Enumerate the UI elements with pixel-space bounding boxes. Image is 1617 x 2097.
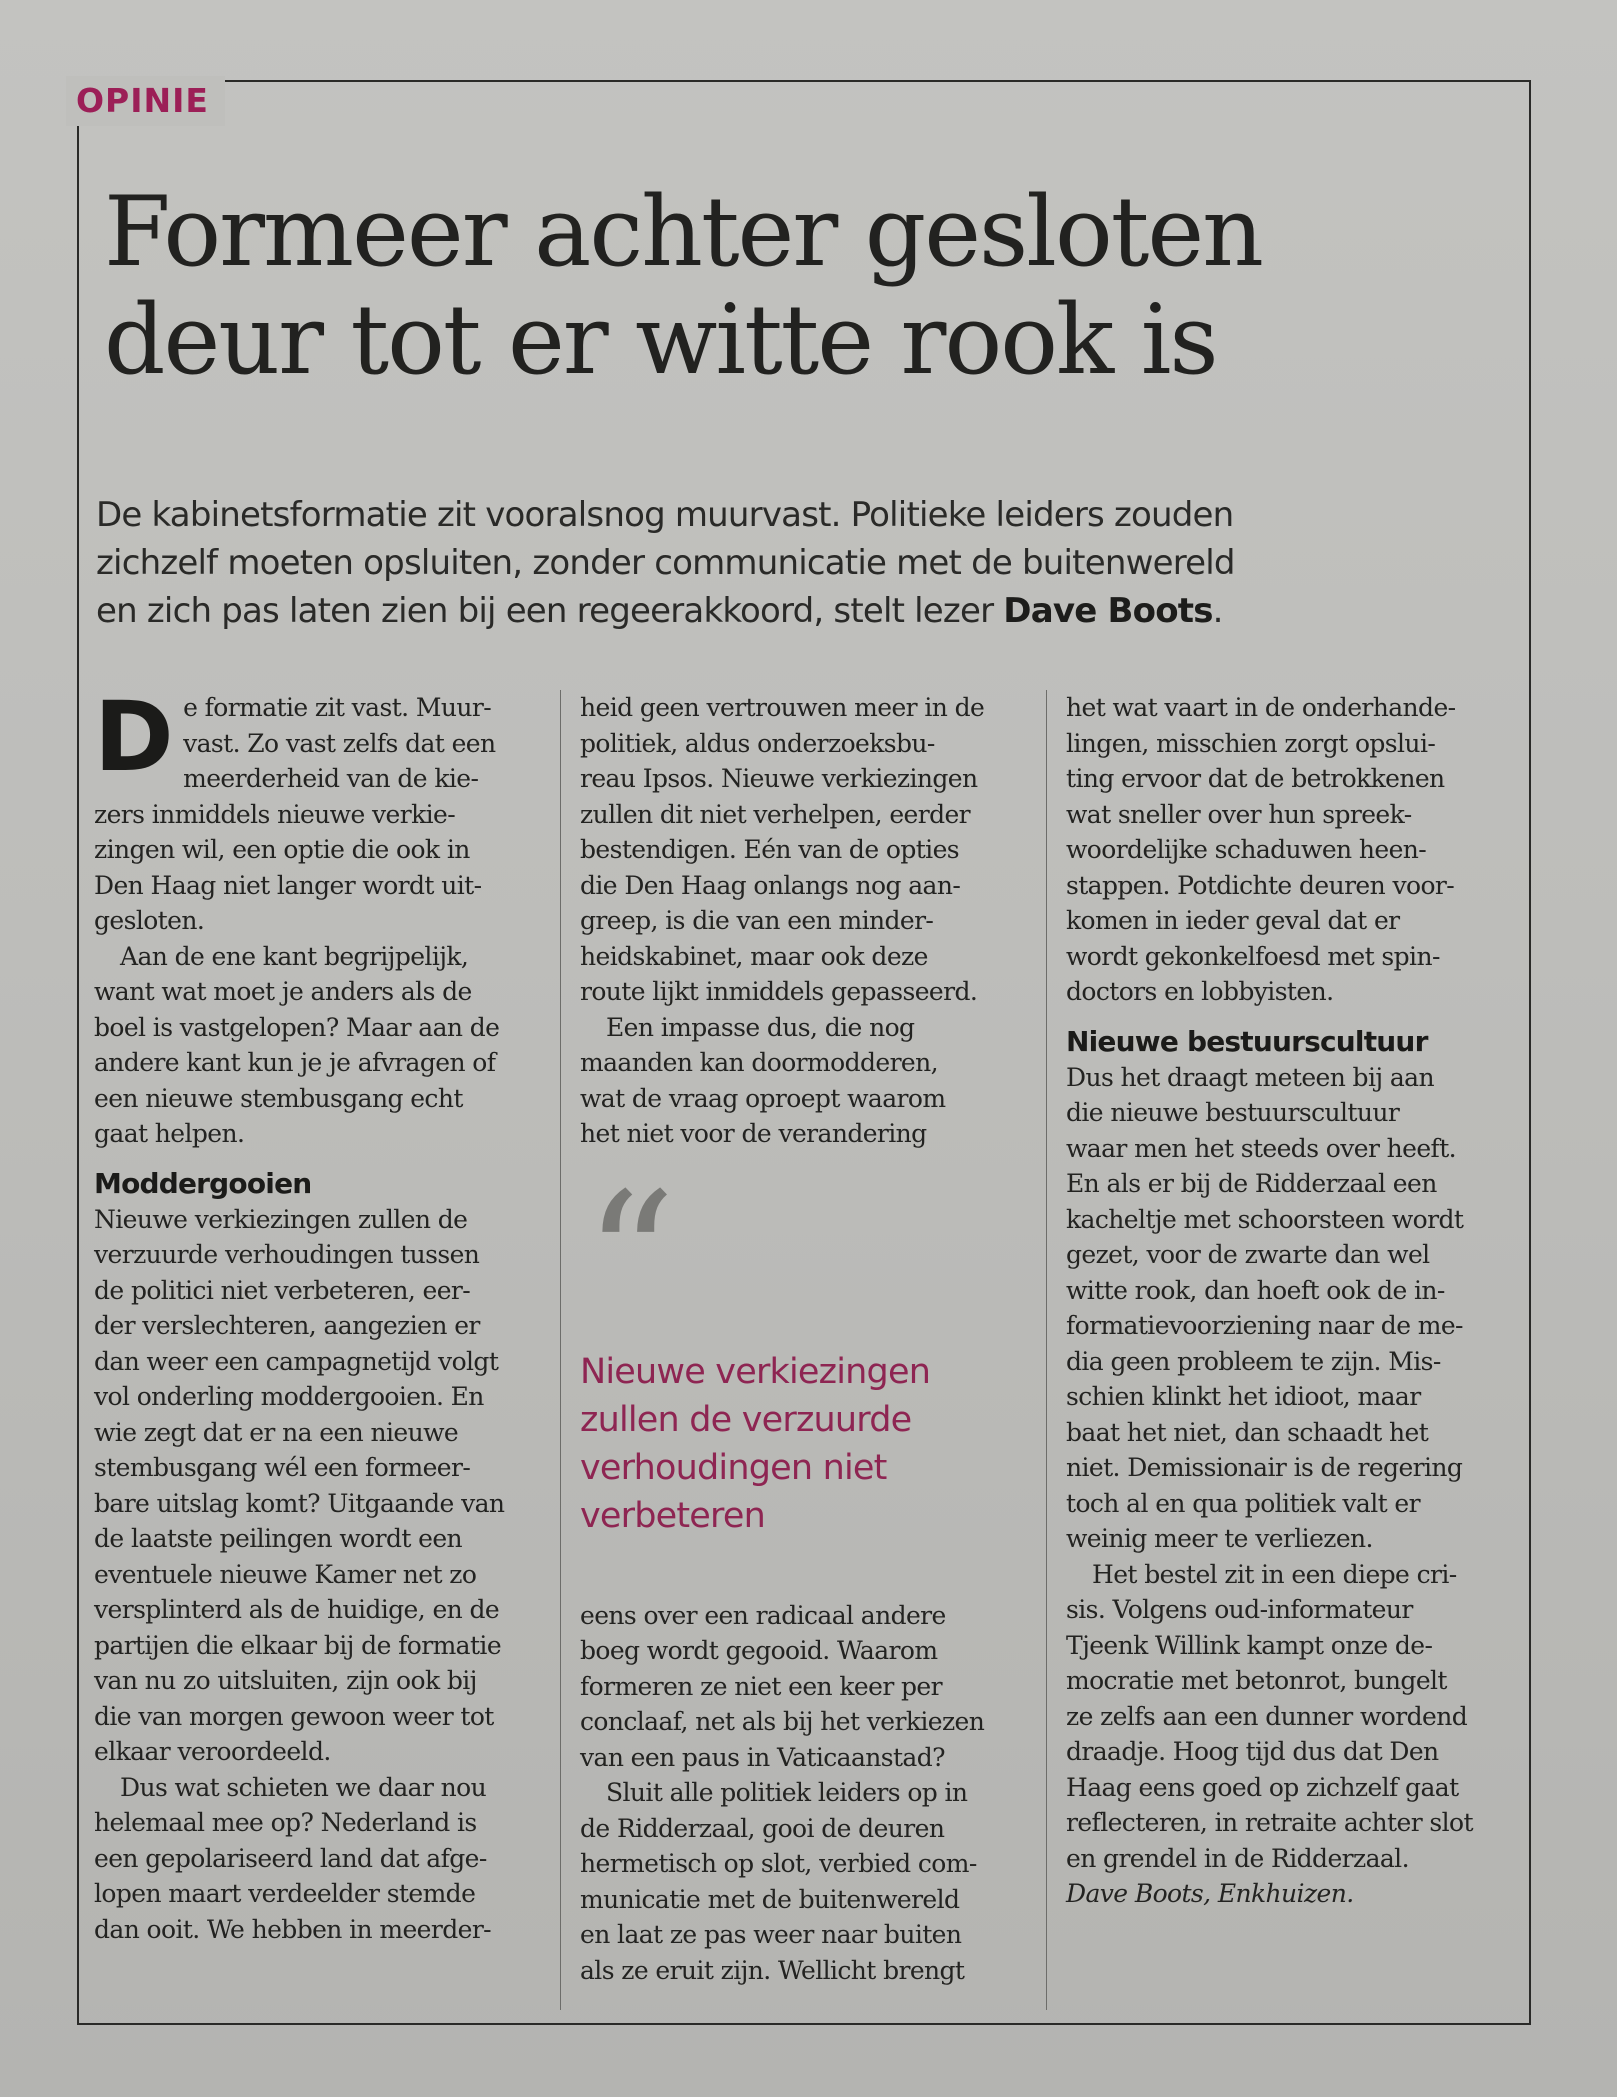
- text-line: Nieuwe verkiezingen zullen de: [94, 1204, 468, 1234]
- section-tag: OPINIE: [66, 76, 225, 126]
- text-line: eventuele nieuwe Kamer net zo: [94, 1559, 477, 1589]
- lead-end: .: [1212, 591, 1223, 631]
- text-line: de politici niet verbeteren, eer-: [94, 1275, 471, 1305]
- text-line: verhoudingen niet: [580, 1447, 887, 1488]
- text-line: Den Haag niet langer wordt uit-: [94, 870, 482, 900]
- column-2: [580, 690, 1008, 2010]
- headline-line-2: deur tot er witte rook is: [104, 284, 1217, 396]
- text-line: heid geen vertrouwen meer in de: [580, 693, 985, 722]
- text-line: Dus wat schieten we daar nou: [120, 1772, 487, 1802]
- text-line: de laatste peilingen wordt een: [94, 1524, 463, 1553]
- text-line: stappen. Potdichte deuren voor-: [1066, 870, 1455, 900]
- text-line: woordelijke schaduwen heen-: [1066, 835, 1427, 864]
- paragraph-1: [94, 681, 522, 939]
- paragraph-2: [94, 939, 522, 1152]
- column-divider-2: [1046, 690, 1047, 2010]
- text-line: baat het niet, dan schaadt het: [1066, 1417, 1429, 1447]
- text-line: partijen die elkaar bij de formatie: [94, 1630, 502, 1660]
- text-line: boeg wordt gegooid. Waarom: [580, 1636, 938, 1665]
- paragraph-7: [580, 1598, 1008, 1776]
- text-line: elkaar veroordeeld.: [94, 1737, 331, 1766]
- text-line: een nieuwe stembusgang echt: [94, 1083, 463, 1113]
- paragraph-11: [1066, 1557, 1494, 1877]
- subheading-nieuwe-bestuurscultuur: Nieuwe bestuurscultuur: [1066, 1024, 1428, 1058]
- text-line: komen in ieder geval dat er: [1066, 906, 1400, 935]
- text-line: en grendel in de Ridderzaal.: [1066, 1843, 1409, 1873]
- text-line: en laat ze pas weer naar buiten: [580, 1920, 962, 1949]
- subheading-moddergooien: Moddergooien: [94, 1166, 312, 1200]
- lead-line-1: De kabinetsformatie zit vooralsnog muurvast. Politieke leiders zouden: [96, 495, 1234, 535]
- text-line: Haag eens goed op zichzelf gaat: [1066, 1772, 1459, 1802]
- text-line: zingen wil, een optie die ook in: [94, 835, 470, 864]
- text-line: formatievoorziening naar de me-: [1066, 1311, 1463, 1340]
- text-line: die nieuwe bestuurscultuur: [1066, 1098, 1400, 1127]
- text-line: de Ridderzaal, gooi de deuren: [580, 1813, 945, 1843]
- paragraph-4: [94, 1770, 522, 1948]
- text-line: zullen de verzuurde: [580, 1399, 912, 1440]
- text-line: weinig meer te verliezen.: [1066, 1524, 1373, 1553]
- text-line: boel is vastgelopen? Maar aan de: [94, 1012, 500, 1042]
- text-line: bare uitslag komt? Uitgaande van: [94, 1488, 505, 1518]
- text-line: Een impasse dus, die nog: [606, 1012, 915, 1042]
- text-line: politiek, aldus onderzoeksbu-: [580, 728, 935, 758]
- text-line: wie zegt dat er na een nieuwe: [94, 1417, 459, 1447]
- text-line: heidskabinet, maar ook deze: [580, 941, 928, 971]
- text-line: municatie met de buitenwereld: [580, 1884, 960, 1914]
- text-line: mocratie met betonrot, bungelt: [1066, 1666, 1447, 1695]
- text-line: lingen, misschien zorgt opslui-: [1066, 728, 1436, 758]
- text-line: die Den Haag onlangs nog aan-: [580, 870, 961, 900]
- text-line: als ze eruit zijn. Wellicht brengt: [580, 1955, 965, 1985]
- lead-line-3: en zich pas laten zien bij een regeerakkoord, stelt lezer: [96, 591, 994, 631]
- text-line: greep, is die van een minder-: [580, 906, 934, 935]
- paragraph-5: [580, 690, 1008, 1010]
- text-line: witte rook, dan hoeft ook de in-: [1066, 1275, 1445, 1305]
- text-line: van een paus in Vaticaanstad?: [580, 1742, 945, 1772]
- text-line: waar men het steeds over heeft.: [1066, 1133, 1456, 1163]
- lead-paragraph: [96, 491, 1516, 635]
- text-line: Dus het draagt meteen bij aan: [1066, 1062, 1434, 1092]
- text-line: stembusgang wél een formeer-: [94, 1453, 471, 1482]
- text-line: gaat helpen.: [94, 1119, 245, 1148]
- headline: [104, 178, 1524, 394]
- text-line: niet. Demissionair is de regering: [1066, 1453, 1463, 1482]
- text-line: formeren ze niet een keer per: [580, 1671, 942, 1701]
- text-line: ting ervoor dat de betrokkenen: [1066, 764, 1445, 793]
- text-line: e formatie zit vast. Muur-: [183, 693, 492, 722]
- text-line: ze zelfs aan een dunner wordend: [1066, 1701, 1468, 1731]
- text-line: eens over een radicaal andere: [580, 1600, 946, 1630]
- text-line: het wat vaart in de onderhande-: [1066, 693, 1456, 722]
- text-line: Aan de ene kant begrijpelijk,: [120, 941, 469, 971]
- text-line: zers inmiddels nieuwe verkie-: [94, 799, 456, 829]
- text-line: conclaaf, net als bij het verkiezen: [580, 1707, 985, 1736]
- text-line: dia geen probleem te zijn. Mis-: [1066, 1346, 1441, 1376]
- text-line: gezet, voor de zwarte dan wel: [1066, 1240, 1430, 1269]
- text-line: sis. Volgens oud-informateur: [1066, 1595, 1413, 1624]
- text-line: gesloten.: [94, 906, 205, 935]
- text-line: der verslechteren, aangezien er: [94, 1311, 480, 1340]
- paragraph-9: [1066, 690, 1494, 1010]
- text-line: Sluit alle politiek leiders op in: [606, 1778, 968, 1807]
- text-line: helemaal mee op? Nederland is: [94, 1808, 477, 1837]
- text-line: kacheltje met schoorsteen wordt: [1066, 1204, 1464, 1234]
- text-line: wordt gekonkelfoesd met spin-: [1066, 941, 1440, 971]
- text-line: wat sneller over hun spreek-: [1066, 799, 1412, 829]
- drop-cap: D: [94, 681, 174, 793]
- paragraph-6: [580, 1010, 1008, 1152]
- column-3: [1066, 690, 1494, 2010]
- lead-author: Dave Boots: [1003, 591, 1213, 631]
- signature: Dave Boots, Enkhuizen.: [1066, 1879, 1354, 1908]
- text-line: Het bestel zit in een diepe cri-: [1092, 1559, 1457, 1589]
- text-line: dan ooit. We hebben in meerder-: [94, 1914, 492, 1944]
- text-line: maanden kan doormodderen,: [580, 1048, 938, 1077]
- text-line: zullen dit niet verhelpen, eerder: [580, 799, 971, 829]
- column-divider-1: [560, 690, 561, 2010]
- text-line: wat de vraag oproept waarom: [580, 1083, 946, 1113]
- paragraph-8: [580, 1775, 1008, 1988]
- text-line: reflecteren, in retraite achter slot: [1066, 1808, 1473, 1837]
- pull-quote: [580, 1348, 1008, 1540]
- text-line: vol onderling moddergooien. En: [94, 1382, 484, 1411]
- column-1: [94, 681, 522, 2010]
- text-line: En als er bij de Ridderzaal een: [1066, 1169, 1437, 1198]
- paragraph-3: [94, 1202, 522, 1770]
- text-line: toch al en qua politiek valt er: [1066, 1488, 1420, 1518]
- text-line: route lijkt inmiddels gepasseerd.: [580, 977, 978, 1006]
- text-line: hermetisch op slot, verbied com-: [580, 1849, 977, 1878]
- text-line: dan weer een campagnetijd volgt: [94, 1346, 499, 1376]
- text-line: meerderheid van de kie-: [183, 764, 479, 793]
- text-line: draadje. Hoog tijd dus dat Den: [1066, 1737, 1439, 1766]
- text-line: Nieuwe verkiezingen: [580, 1351, 931, 1392]
- text-line: doctors en lobbyisten.: [1066, 977, 1334, 1006]
- text-line: vast. Zo vast zelfs dat een: [183, 728, 496, 758]
- text-line: Tjeenk Willink kampt onze de-: [1066, 1630, 1433, 1660]
- quote-mark-icon: “: [584, 1154, 663, 1364]
- headline-line-1: Formeer achter gesloten: [104, 176, 1262, 288]
- lead-line-2: zichzelf moeten opsluiten, zonder communicatie met de buitenwereld: [96, 543, 1235, 583]
- text-line: die van morgen gewoon weer tot: [94, 1701, 494, 1731]
- paragraph-10: [1066, 1060, 1494, 1557]
- text-line: reau Ipsos. Nieuwe verkiezingen: [580, 764, 978, 793]
- text-line: bestendigen. Eén van de opties: [580, 835, 959, 864]
- text-line: van nu zo uitsluiten, zijn ook bij: [94, 1666, 477, 1695]
- text-line: lopen maart verdeelder stemde: [94, 1879, 476, 1908]
- text-line: schien klinkt het idioot, maar: [1066, 1382, 1421, 1411]
- text-line: verbeteren: [580, 1495, 765, 1536]
- text-line: want wat moet je anders als de: [94, 977, 472, 1006]
- text-line: andere kant kun je je afvragen of: [94, 1048, 496, 1077]
- text-line: verzuurde verhoudingen tussen: [94, 1240, 480, 1269]
- text-line: een gepolariseerd land dat afge-: [94, 1843, 487, 1873]
- text-line: het niet voor de verandering: [580, 1119, 927, 1148]
- text-line: versplinterd als de huidige, en de: [94, 1595, 500, 1624]
